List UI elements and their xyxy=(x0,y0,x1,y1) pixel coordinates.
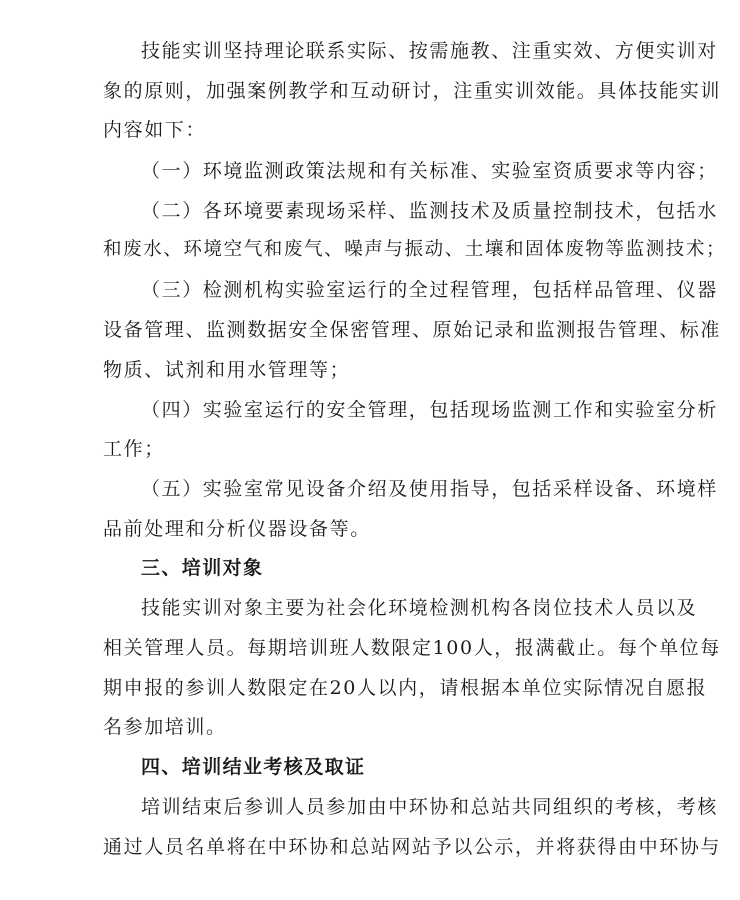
section-heading: 三、培训对象 xyxy=(141,557,264,579)
list-item-line: （五）实验室常见设备介绍及使用指导，包括采样设备、环境样 xyxy=(141,478,718,500)
paragraph-line: 技能实训对象主要为社会化环境检测机构各岗位技术人员以及 xyxy=(141,597,698,619)
list-item-line: （四）实验室运行的安全管理，包括现场监测工作和实验室分析 xyxy=(141,399,718,421)
list-item-line: （三）检测机构实验室运行的全过程管理，包括样品管理、仪器 xyxy=(141,279,718,301)
list-item-line: 品前处理和分析仪器设备等。 xyxy=(103,518,371,540)
paragraph-line: 象的原则，加强案例教学和互动研讨，注重实训效能。具体技能实训 xyxy=(103,80,722,102)
paragraph-line: 期申报的参训人数限定在20人以内，请根据本单位实际情况自愿报 xyxy=(103,677,708,699)
paragraph-line: 内容如下： xyxy=(103,119,207,141)
paragraph-line: 名参加培训。 xyxy=(103,716,227,738)
list-item-line: 和废水、环境空气和废气、噪声与振动、土壤和固体废物等监测技术； xyxy=(103,239,727,260)
paragraph-line: 技能实训坚持理论联系实际、按需施教、注重实效、方便实训对 xyxy=(141,40,718,62)
list-item-line: 设备管理、监测数据安全保密管理、原始记录和监测报告管理、标准 xyxy=(103,319,722,341)
paragraph-line: 培训结束后参训人员参加由中环协和总站共同组织的考核，考核 xyxy=(141,796,718,818)
list-item-line: （二）各环境要素现场采样、监测技术及质量控制技术，包括水 xyxy=(141,200,718,222)
section-heading: 四、培训结业考核及取证 xyxy=(141,756,366,778)
list-item-line: 物质、试剂和用水管理等； xyxy=(103,359,351,381)
paragraph-line: 相关管理人员。每期培训班人数限定100人，报满截止。每个单位每 xyxy=(103,637,721,659)
list-item-line: 工作； xyxy=(103,438,165,460)
list-item-line: （一）环境监测政策法规和有关标准、实验室资质要求等内容； xyxy=(141,160,718,182)
paragraph-line: 通过人员名单将在中环协和总站网站予以公示，并将获得由中环协与 xyxy=(103,836,722,858)
